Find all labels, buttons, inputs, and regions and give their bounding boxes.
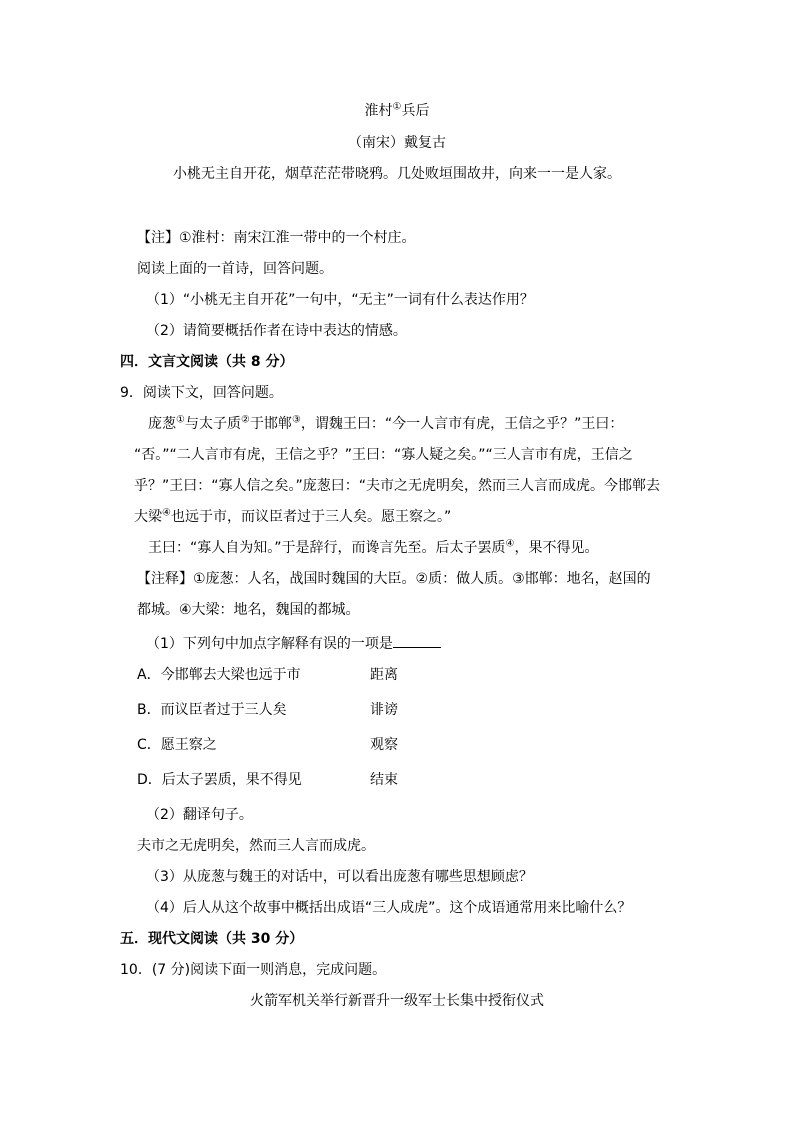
choice-text: A．今邯郸去大梁也远于市 (137, 667, 301, 683)
poem-note: 【注】①淮村：南宋江淮一带中的一个村庄。 (137, 230, 416, 246)
sub-question-1-text: （1）下列句中加点字解释有误的一项是 (146, 636, 393, 652)
section-4-heading: 四．文言文阅读（共 8 分） (120, 354, 294, 370)
poem-text: 小桃无主自开花，烟草茫茫带晓鸦。几处败垣围故井，向来一一是人家。 (173, 166, 621, 182)
choice-text: B．而议臣者过于三人矣 (137, 702, 287, 718)
passage-text: 大梁 (134, 509, 162, 525)
choice-d (137, 770, 637, 790)
choice-text: D．后太子罢质，果不得见 (137, 772, 302, 788)
choice-c (137, 735, 637, 755)
passage-text: ，果不得见。 (514, 540, 599, 556)
note-marker: ② (240, 414, 250, 426)
passage-text: 庞葱 (148, 416, 176, 432)
choice-meaning: 诽谤 (370, 702, 398, 718)
passage-line-4 (134, 507, 451, 527)
note-marker: ④ (505, 538, 515, 550)
poem-title (0, 101, 794, 121)
poem-title-text: 淮村 (364, 103, 393, 119)
choice-meaning: 观察 (370, 737, 398, 753)
passage-paragraph-2 (148, 538, 598, 558)
passage-notes-line-2: 都城。④大梁：地名，魏国的都城。 (137, 602, 360, 618)
sub-question-4: （4）后人从这个故事中概括出成语“三人成虎”。这个成语通常用来比喻什么？ (146, 900, 632, 916)
choice-text: C．愿王察之 (137, 737, 217, 753)
choice-a (137, 665, 637, 685)
poem-question-1: （1）“小桃无主自开花”一句中，“无主”一词有什么表达作用？ (146, 292, 534, 308)
passage-line-3: 乎？”王曰：“寡人信之矣。”庞葱曰：“夫市之无虎明矣，然而三人言而成虎。今邯郸去 (134, 478, 661, 494)
choice-b (137, 700, 637, 720)
passage-line-1 (148, 414, 623, 434)
passage-text: 王曰：“寡人自为知。”于是辞行，而谗言先至。后太子罢质 (148, 540, 506, 556)
note-marker: ③ (291, 414, 301, 426)
poem-instruction: 阅读上面的一首诗，回答问题。 (137, 261, 333, 277)
sub-question-3: （3）从庞葱与魏王的对话中，可以看出庞葱有哪些思想顾虑？ (146, 869, 533, 885)
passage-text: ，谓魏王曰：“今一人言市有虎，王信之乎？”王曰： (300, 416, 624, 432)
passage-line-2: “否。”“二人言市有虎，王信之乎？”王曰：“寡人疑之矣。”“三人言市有虎，王信之 (134, 447, 633, 463)
poem-question-2: （2）请简要概括作者在诗中表达的情感。 (146, 323, 407, 339)
poem-author: （南宋）戴复古 (348, 135, 446, 151)
section-5-heading: 五．现代文阅读（共 30 分） (120, 931, 304, 947)
news-title: 火箭军机关举行新晋升一级军士长集中授衔仪式 (250, 993, 544, 1009)
sub-question-2: （2）翻译句子。 (146, 807, 253, 823)
note-marker: ④ (162, 507, 171, 519)
answer-blank[interactable] (393, 633, 441, 648)
poem-title-text-b: 兵后 (401, 103, 430, 119)
note-marker: ① (176, 414, 185, 426)
poem-title-note-marker: ① (392, 101, 402, 113)
passage-notes-line-1: 【注释】①庞葱：人名，战国时魏国的大臣。②质：做人质。③邯郸：地名，赵国的 (137, 571, 651, 587)
choice-meaning: 结束 (370, 772, 398, 788)
choice-meaning: 距离 (370, 667, 398, 683)
passage-text: 与太子质 (184, 416, 241, 432)
sub-question-2-sentence: 夫市之无虎明矣，然而三人言而成虎。 (137, 838, 375, 854)
question-10-intro: 10．(7 分)阅读下面一则消息，完成问题。 (120, 962, 387, 978)
sub-question-1 (146, 633, 441, 654)
question-9-intro: 9．阅读下文，回答问题。 (120, 385, 283, 401)
passage-text: 也远于市，而议臣者过于三人矣。愿王察之。” (170, 509, 452, 525)
passage-text: 于邯郸 (249, 416, 292, 432)
